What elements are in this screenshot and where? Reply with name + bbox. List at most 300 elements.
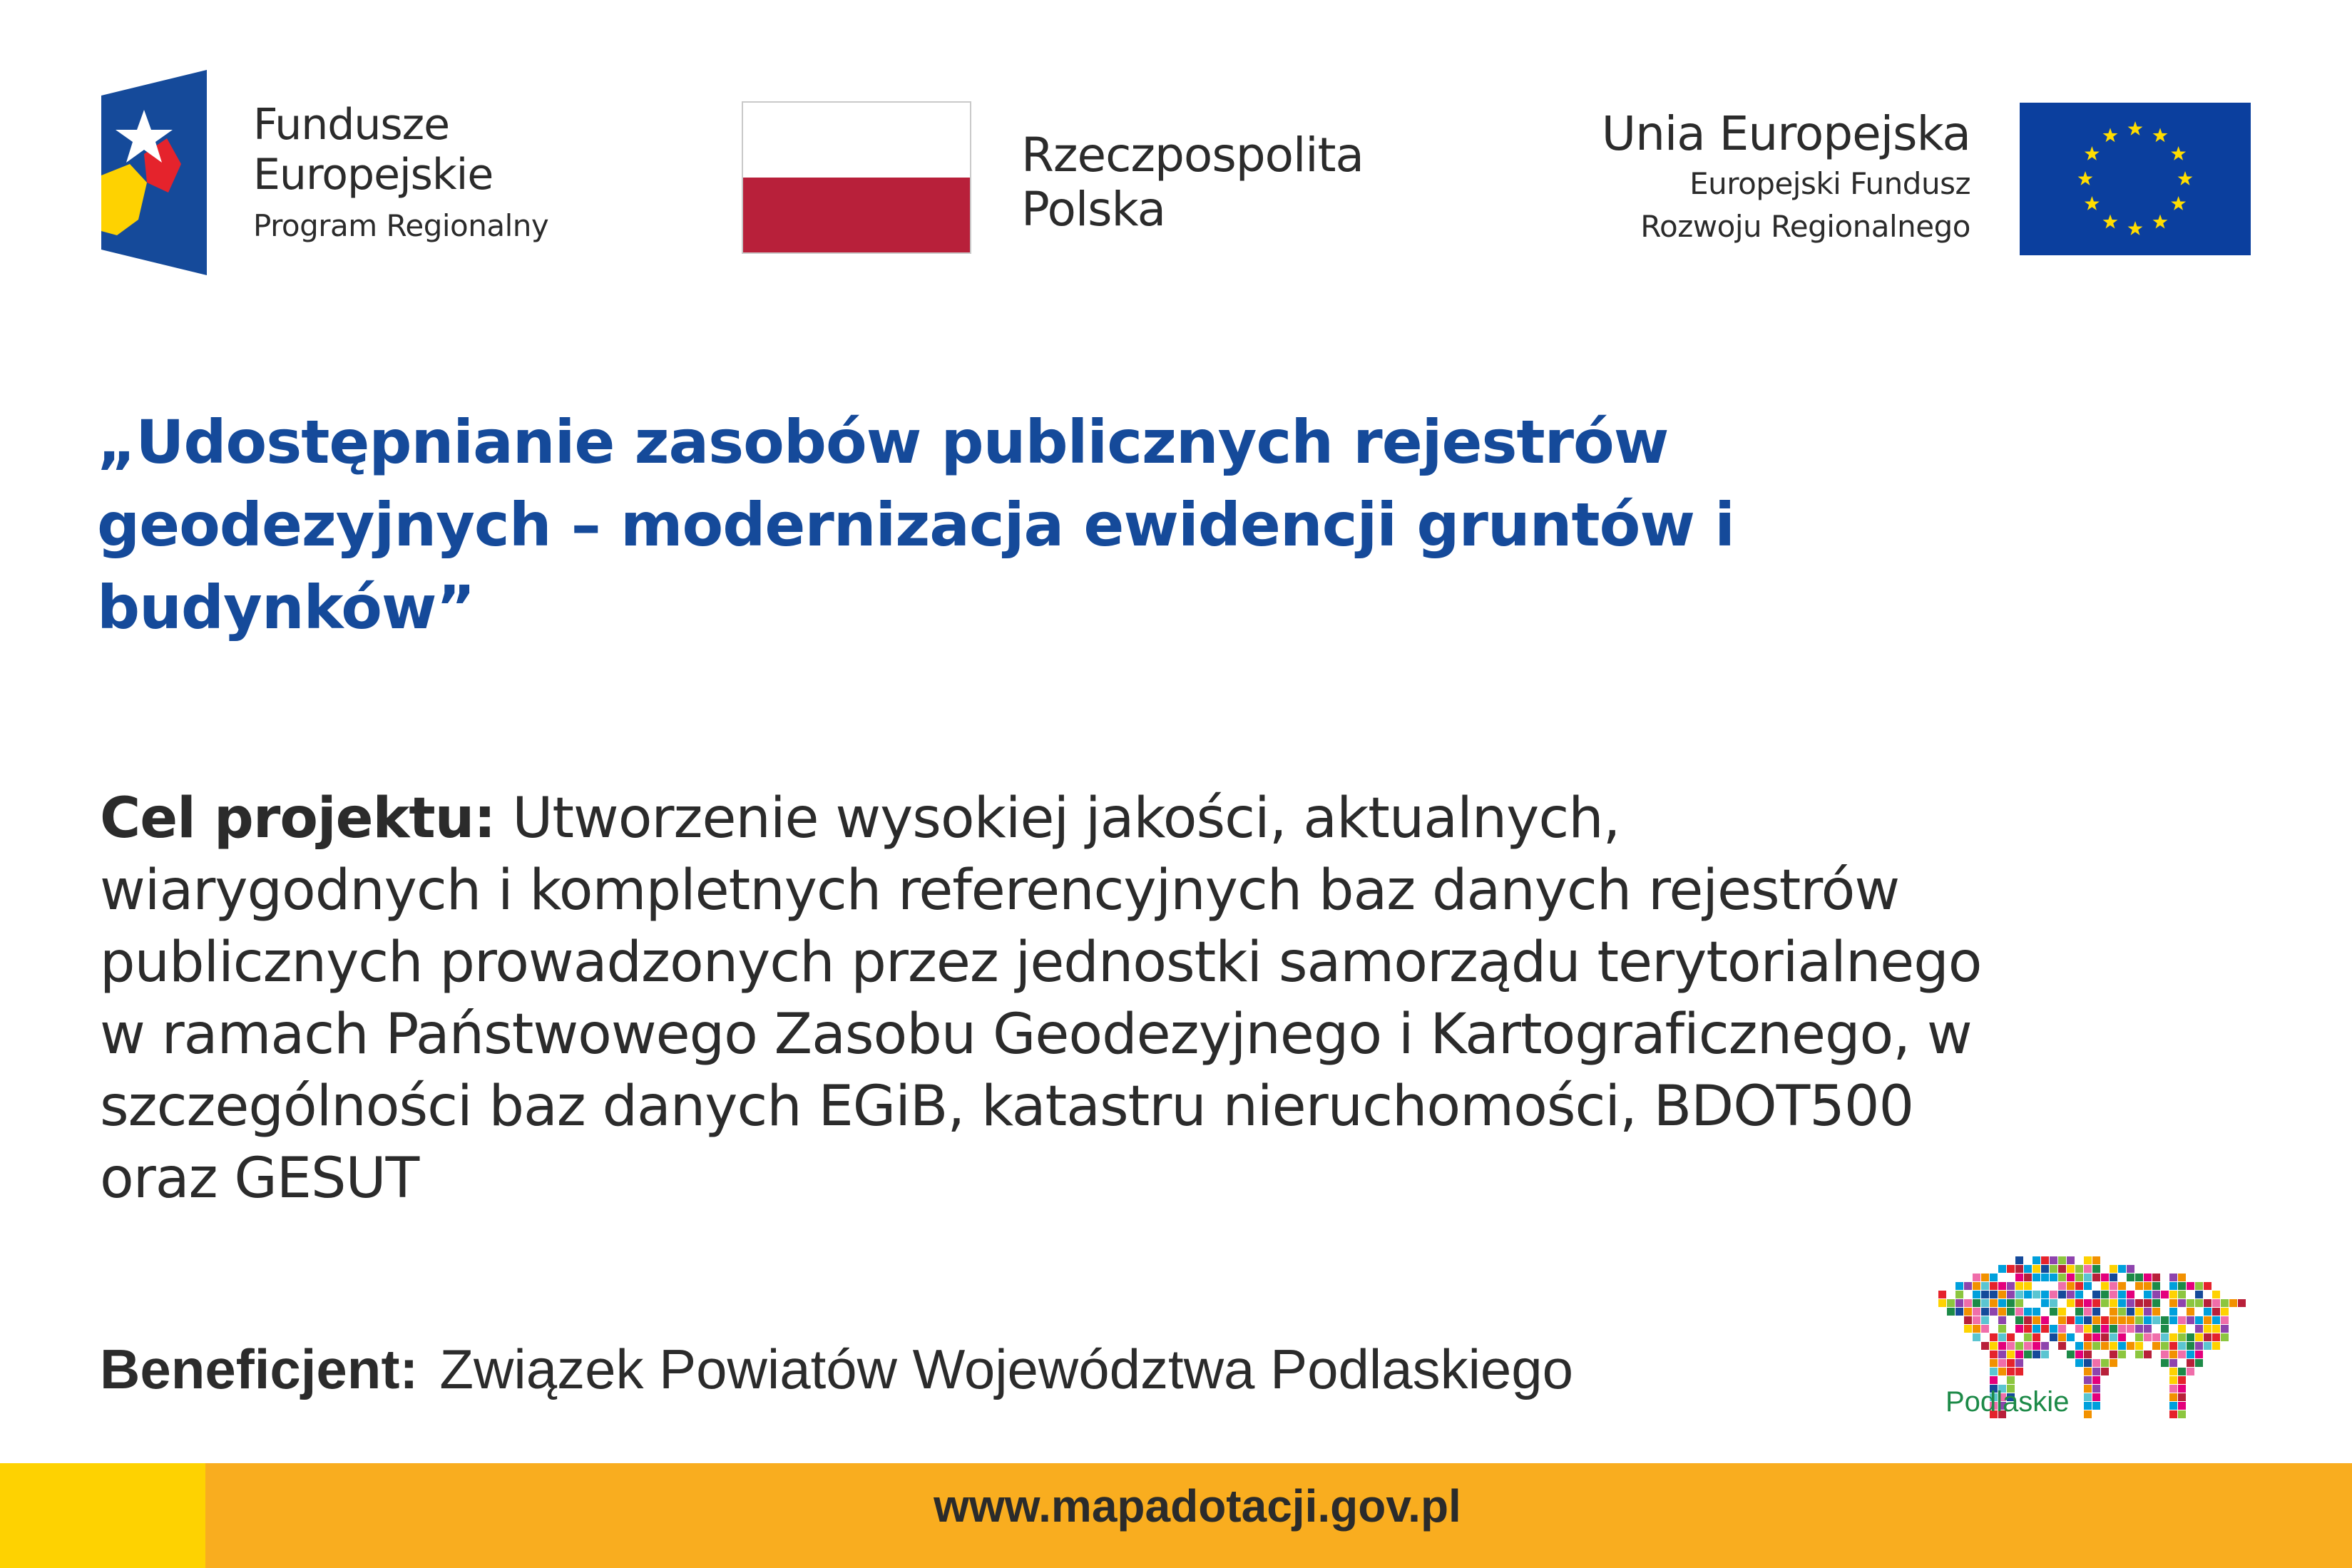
bison-pixel <box>2212 1342 2220 1350</box>
bison-pixel <box>1973 1274 1980 1281</box>
bison-pixel <box>2041 1325 2049 1333</box>
bison-pixel <box>2092 1385 2100 1393</box>
bison-pixel <box>1964 1316 1972 1324</box>
bison-pixel <box>2178 1368 2186 1375</box>
bison-pixel <box>1947 1308 1955 1316</box>
bison-pixel <box>2144 1274 2152 1281</box>
bison-pixel <box>2127 1265 2134 1273</box>
polish-flag-red <box>743 178 970 252</box>
bison-pixel <box>2169 1393 2177 1401</box>
bison-pixel <box>2024 1333 2032 1341</box>
bison-pixel <box>2075 1274 2083 1281</box>
bison-pixel <box>1955 1308 1963 1316</box>
bison-pixel <box>2092 1342 2100 1350</box>
bison-pixel <box>2024 1308 2032 1316</box>
polish-flag-white <box>743 103 970 178</box>
bison-pixel <box>2178 1274 2186 1281</box>
bison-pixel <box>1973 1282 1980 1290</box>
bison-pixel <box>2058 1291 2066 1298</box>
bison-pixel <box>2178 1376 2186 1384</box>
bison-pixel <box>2127 1342 2134 1350</box>
bison-pixel <box>2204 1308 2212 1316</box>
bison-pixel <box>1973 1308 1980 1316</box>
bison-pixel <box>1998 1291 2006 1298</box>
bison-pixel <box>2135 1308 2143 1316</box>
bison-pixel <box>2169 1359 2177 1367</box>
bison-pixel <box>2101 1316 2109 1324</box>
bison-pixel <box>2118 1316 2126 1324</box>
bison-pixel <box>1981 1291 1989 1298</box>
bison-pixel <box>1998 1282 2006 1290</box>
bison-pixel <box>2187 1359 2194 1367</box>
bison-pixel <box>2015 1308 2023 1316</box>
bison-pixel <box>2033 1291 2040 1298</box>
bison-pixel <box>2144 1291 2152 1298</box>
bison-pixel <box>2050 1325 2057 1333</box>
bison-pixel <box>1998 1368 2006 1375</box>
bison-pixel <box>2110 1359 2117 1367</box>
bison-pixel <box>2067 1299 2075 1307</box>
bison-pixel <box>2084 1282 2092 1290</box>
polska-line1: Rzeczpospolita <box>1021 128 1364 183</box>
bison-pixel <box>2144 1299 2152 1307</box>
bison-pixel <box>2118 1342 2126 1350</box>
bison-pixel <box>2152 1342 2160 1350</box>
bison-pixel <box>2144 1333 2152 1341</box>
bison-pixel <box>2033 1333 2040 1341</box>
bison-pixel <box>2024 1342 2032 1350</box>
bison-pixel <box>2084 1342 2092 1350</box>
bison-pixel <box>2041 1291 2049 1298</box>
bison-pixel <box>2135 1282 2143 1290</box>
bison-pixel <box>2015 1359 2023 1367</box>
bison-pixel <box>1990 1282 1998 1290</box>
bison-pixel <box>2187 1282 2194 1290</box>
bison-pixel <box>2033 1265 2040 1273</box>
bison-pixel <box>1981 1342 1989 1350</box>
bison-pixel <box>2084 1265 2092 1273</box>
project-title: „Udostępnianie zasobów publicznych rejestrów geodezyjnych – modernizacja ewidencji gruntów i budynków” <box>97 407 1734 642</box>
bison-pixel <box>2169 1342 2177 1350</box>
bison-pixel <box>2178 1342 2186 1350</box>
bison-pixel <box>2084 1410 2092 1418</box>
bison-pixel <box>1990 1291 1998 1298</box>
bison-pixel <box>2041 1316 2049 1324</box>
bison-pixel <box>2015 1265 2023 1273</box>
bison-pixel <box>2135 1333 2143 1341</box>
fundusze-line1: Fundusze <box>253 100 450 150</box>
bison-pixel <box>2152 1333 2160 1341</box>
bison-pixel <box>2135 1342 2143 1350</box>
bison-pixel <box>2067 1274 2075 1281</box>
bison-pixel <box>2101 1368 2109 1375</box>
bison-pixel <box>2178 1282 2186 1290</box>
bison-pixel <box>2084 1385 2092 1393</box>
bison-pixel <box>2015 1368 2023 1375</box>
bison-pixel <box>2092 1274 2100 1281</box>
bison-pixel <box>2169 1385 2177 1393</box>
bison-pixel <box>2135 1316 2143 1324</box>
bison-pixel <box>2110 1333 2117 1341</box>
unia-sub1: Europejski Fundusz <box>1689 166 1970 201</box>
bison-pixel <box>2075 1359 2083 1367</box>
bison-pixel <box>2101 1299 2109 1307</box>
bison-pixel <box>2169 1376 2177 1384</box>
bison-pixel <box>2101 1291 2109 1298</box>
bison-pixel <box>2110 1291 2117 1298</box>
bison-pixel <box>2058 1333 2066 1341</box>
footer-url-container <box>0 1463 2352 1568</box>
bison-pixel <box>2110 1325 2117 1333</box>
bison-pixel <box>2024 1316 2032 1324</box>
bison-pixel <box>2015 1256 2023 1264</box>
bison-pixel <box>2212 1291 2220 1298</box>
bison-pixel <box>2041 1265 2049 1273</box>
bison-pixel <box>2101 1282 2109 1290</box>
bison-pixel <box>2007 1342 2015 1350</box>
bison-pixel <box>1998 1351 2006 1358</box>
bison-pixel <box>1964 1308 1972 1316</box>
bison-pixel <box>2204 1325 2212 1333</box>
bison-pixel <box>2135 1274 2143 1281</box>
bison-pixel <box>1973 1316 1980 1324</box>
bison-pixel <box>2007 1291 2015 1298</box>
bison-pixel <box>1973 1299 1980 1307</box>
bison-pixel <box>2084 1256 2092 1264</box>
bison-pixel <box>2084 1316 2092 1324</box>
bison-pixel <box>2084 1393 2092 1401</box>
bison-pixel <box>2161 1359 2169 1367</box>
bison-pixel <box>2169 1402 2177 1410</box>
goal-label: Cel projektu: <box>100 786 496 851</box>
bison-pixel <box>2118 1325 2126 1333</box>
bison-pixel <box>2187 1299 2194 1307</box>
bison-pixel <box>2212 1308 2220 1316</box>
bison-pixel <box>2110 1316 2117 1324</box>
bison-pixel <box>2007 1299 2015 1307</box>
bison-pixel <box>2101 1342 2109 1350</box>
bison-pixel <box>2067 1282 2075 1290</box>
bison-pixel <box>2092 1376 2100 1384</box>
bison-pixel <box>2092 1368 2100 1375</box>
bison-pixel <box>1998 1265 2006 1273</box>
bison-pixel <box>2161 1291 2169 1298</box>
bison-pixel <box>1947 1299 1955 1307</box>
bison-pixel <box>2212 1316 2220 1324</box>
bison-pixel <box>1981 1308 1989 1316</box>
bison-pixel <box>2110 1299 2117 1307</box>
bison-pixel <box>2067 1291 2075 1298</box>
bison-pixel <box>2084 1376 2092 1384</box>
bison-pixel <box>1990 1342 1998 1350</box>
bison-pixel <box>1998 1333 2006 1341</box>
bison-pixel <box>2161 1351 2169 1358</box>
bison-pixel <box>2092 1393 2100 1401</box>
bison-pixel <box>2118 1265 2126 1273</box>
bison-pixel <box>2118 1291 2126 1298</box>
bison-pixel <box>2187 1368 2194 1375</box>
bison-pixel <box>2015 1291 2023 1298</box>
bison-pixel <box>2204 1342 2212 1350</box>
bison-pixel <box>1973 1333 1980 1341</box>
bison-pixel <box>2024 1282 2032 1290</box>
bison-pixel <box>2238 1299 2246 1307</box>
bison-pixel <box>2033 1256 2040 1264</box>
bison-pixel <box>2067 1316 2075 1324</box>
bison-pixel <box>2110 1308 2117 1316</box>
bison-pixel <box>1990 1333 1998 1341</box>
bison-pixel <box>2092 1256 2100 1264</box>
bison-pixel <box>2041 1274 2049 1281</box>
polish-flag-icon <box>742 101 971 254</box>
bison-pixel <box>2007 1265 2015 1273</box>
bison-pixel <box>2058 1282 2066 1290</box>
bison-pixel <box>2195 1282 2203 1290</box>
bison-pixel <box>2058 1325 2066 1333</box>
bison-pixel <box>1964 1282 1972 1290</box>
bison-pixel <box>2178 1402 2186 1410</box>
bison-pixel <box>2050 1333 2057 1341</box>
unia-sub2: Rozwoju Regionalnego <box>1640 209 1970 244</box>
bison-pixel <box>1990 1308 1998 1316</box>
bison-pixel <box>2212 1325 2220 1333</box>
bison-pixel <box>1981 1325 1989 1333</box>
bison-pixel <box>2110 1265 2117 1273</box>
bison-pixel <box>2101 1333 2109 1341</box>
bison-pixel <box>2221 1333 2229 1341</box>
bison-pixel <box>2169 1299 2177 1307</box>
bison-pixel <box>2050 1299 2057 1307</box>
fundusze-europejskie-text <box>253 100 548 252</box>
bison-pixel <box>2135 1299 2143 1307</box>
bison-pixel <box>1964 1325 1972 1333</box>
bison-pixel <box>2041 1299 2049 1307</box>
bison-pixel <box>2118 1282 2126 1290</box>
bison-pixel <box>2007 1308 2015 1316</box>
fundusze-line2: Europejskie <box>253 150 494 200</box>
bison-pixel <box>2178 1333 2186 1341</box>
bison-pixel <box>2187 1333 2194 1341</box>
bison-pixel <box>2084 1274 2092 1281</box>
bison-pixel <box>2169 1274 2177 1281</box>
bison-pixel <box>2161 1333 2169 1341</box>
footer-url-link[interactable]: www.mapadotacji.gov.pl <box>934 1480 1461 1532</box>
bison-pixel <box>2015 1325 2023 1333</box>
polska-line2: Polska <box>1021 182 1166 237</box>
bison-pixel <box>2144 1308 2152 1316</box>
bison-pixel <box>2092 1308 2100 1316</box>
bison-pixel <box>2067 1333 2075 1341</box>
bison-pixel <box>2007 1359 2015 1367</box>
bison-pixel <box>2015 1274 2023 1281</box>
bison-pixel <box>1938 1299 1946 1307</box>
bison-pixel <box>2195 1325 2203 1333</box>
bison-pixel <box>2024 1325 2032 1333</box>
beneficiary <box>100 1333 1573 1405</box>
bison-pixel <box>2024 1291 2032 1298</box>
bison-pixel <box>2127 1308 2134 1316</box>
fundusze-line3: Program Regionalny <box>253 208 549 243</box>
bison-pixel <box>2221 1308 2229 1316</box>
bison-pixel <box>2195 1316 2203 1324</box>
bison-pixel <box>2127 1325 2134 1333</box>
bison-pixel <box>2169 1351 2177 1358</box>
bison-pixel <box>1955 1291 1963 1298</box>
bison-pixel <box>2033 1351 2040 1358</box>
bison-pixel <box>2195 1351 2203 1358</box>
bison-pixel <box>2058 1316 2066 1324</box>
bison-pixel <box>2033 1274 2040 1281</box>
bison-pixel <box>2118 1351 2126 1358</box>
bison-pixel <box>1998 1342 2006 1350</box>
bison-pixel <box>2204 1282 2212 1290</box>
eu-flag-icon <box>2020 103 2251 255</box>
project-goal <box>100 783 2011 1215</box>
goal-text: Utworzenie wysokiej jakości, aktualnych, wiarygodnych i kompletnych referencyjnych baz danych rejestrów publicznych prowadzonych przez jednostki samorządu terytorialnego w ramach Państwowego Zasobu Geodezyjnego i Kartograficznego, w szczególności baz danych EGiB, katastru nieruchomości, BDOT500 oraz GESUT <box>100 786 1982 1211</box>
bison-pixel <box>2058 1265 2066 1273</box>
bison-pixel <box>2033 1325 2040 1333</box>
bison-pixel <box>2007 1351 2015 1358</box>
bison-pixel <box>2221 1325 2229 1333</box>
bison-pixel <box>1998 1316 2006 1324</box>
bison-pixel <box>2092 1299 2100 1307</box>
bison-pixel <box>1973 1325 1980 1333</box>
bison-pixel <box>2084 1299 2092 1307</box>
bison-pixel <box>2135 1351 2143 1358</box>
bison-pixel <box>2229 1299 2237 1307</box>
bison-pixel <box>2161 1325 2169 1333</box>
bison-pixel <box>2178 1291 2186 1298</box>
bison-pixel <box>2015 1316 2023 1324</box>
bison-pixel <box>2135 1325 2143 1333</box>
bison-pixel <box>2084 1351 2092 1358</box>
bison-pixel <box>2101 1359 2109 1367</box>
bison-pixel <box>2015 1351 2023 1358</box>
bison-pixel <box>2144 1325 2152 1333</box>
bison-pixel <box>1981 1274 1989 1281</box>
bison-pixel <box>2195 1291 2203 1298</box>
bison-pixel <box>2152 1308 2160 1316</box>
bison-pixel <box>2007 1282 2015 1290</box>
bison-pixel <box>2187 1308 2194 1316</box>
bison-pixel <box>2075 1282 2083 1290</box>
bison-pixel <box>2041 1351 2049 1358</box>
bison-pixel <box>2084 1325 2092 1333</box>
bison-pixel <box>1981 1282 1989 1290</box>
bison-pixel <box>2178 1410 2186 1418</box>
bison-pixel <box>2050 1291 2057 1298</box>
bison-pixel <box>2169 1291 2177 1298</box>
bison-pixel <box>2110 1342 2117 1350</box>
bison-pixel <box>2050 1308 2057 1316</box>
bison-pixel <box>2015 1342 2023 1350</box>
bison-pixel <box>2178 1385 2186 1393</box>
bison-pixel <box>1990 1359 1998 1367</box>
bison-pixel <box>2101 1325 2109 1333</box>
bison-pixel <box>2195 1299 2203 1307</box>
bison-pixel <box>2092 1316 2100 1324</box>
bison-pixel <box>2092 1325 2100 1333</box>
bison-pixel <box>1998 1325 2006 1333</box>
bison-pixel <box>2178 1325 2186 1333</box>
beneficiary-value: Związek Powiatów Województwa Podlaskiego <box>439 1338 1574 1400</box>
bison-pixel <box>1998 1359 2006 1367</box>
unia-title: Unia Europejska <box>1601 106 1970 161</box>
bison-pixel <box>2075 1325 2083 1333</box>
bison-pixel <box>2075 1316 2083 1324</box>
bison-pixel <box>2015 1299 2023 1307</box>
bison-pixel <box>2092 1402 2100 1410</box>
footer-bar <box>0 1463 2352 1568</box>
bison-pixel <box>2075 1291 2083 1298</box>
bison-pixel <box>2058 1342 2066 1350</box>
bison-pixel <box>2187 1342 2194 1350</box>
bison-pixel <box>2221 1316 2229 1324</box>
bison-pixel <box>2041 1256 2049 1264</box>
bison-pixel <box>2195 1333 2203 1341</box>
bison-pixel <box>2075 1351 2083 1358</box>
bison-pixel <box>2075 1342 2083 1350</box>
bison-pixel <box>1981 1316 1989 1324</box>
bison-pixel <box>2161 1316 2169 1324</box>
bison-pixel <box>1973 1291 1980 1298</box>
bison-pixel <box>2187 1351 2194 1358</box>
bison-pixel <box>1955 1299 1963 1307</box>
bison-pixel <box>2152 1282 2160 1290</box>
bison-pixel <box>2144 1282 2152 1290</box>
bison-pixel <box>2007 1368 2015 1375</box>
bison-pixel <box>2127 1274 2134 1281</box>
bison-pixel <box>2169 1368 2177 1375</box>
bison-pixel <box>2067 1351 2075 1358</box>
bison-pixel <box>2178 1299 2186 1307</box>
bison-pixel <box>2178 1316 2186 1324</box>
bison-pixel <box>2110 1282 2117 1290</box>
bison-pixel <box>2015 1282 2023 1290</box>
bison-pixel <box>2110 1351 2117 1358</box>
bison-pixel <box>2178 1393 2186 1401</box>
bison-pixel <box>1990 1299 1998 1307</box>
fundusze-europejskie-logo <box>101 70 207 275</box>
bison-pixel <box>2178 1351 2186 1358</box>
bison-pixel <box>2075 1308 2083 1316</box>
bison-pixel <box>2007 1333 2015 1341</box>
bison-pixel <box>2024 1265 2032 1273</box>
bison-pixel <box>2195 1359 2203 1367</box>
bison-pixel <box>1990 1376 1998 1384</box>
bison-pixel <box>2169 1410 2177 1418</box>
bison-pixel <box>2084 1333 2092 1341</box>
bison-pixel <box>2152 1274 2160 1281</box>
beneficiary-label: Beneficjent: <box>100 1338 419 1400</box>
bison-pixel <box>1990 1368 1998 1375</box>
podlaskie-label: Podlaskie <box>1945 1386 2070 1418</box>
bison-pixel <box>2058 1256 2066 1264</box>
bison-pixel <box>2092 1359 2100 1367</box>
bison-pixel <box>1990 1274 1998 1281</box>
bison-pixel <box>2221 1299 2229 1307</box>
bison-pixel <box>2127 1291 2134 1298</box>
bison-pixel <box>2067 1265 2075 1273</box>
bison-pixel <box>2084 1359 2092 1367</box>
bison-pixel <box>2110 1274 2117 1281</box>
bison-pixel <box>2152 1316 2160 1324</box>
bison-pixel <box>1964 1299 1972 1307</box>
bison-pixel <box>2033 1308 2040 1316</box>
bison-pixel <box>2101 1274 2109 1281</box>
bison-pixel <box>2092 1291 2100 1298</box>
bison-pixel <box>1955 1282 1963 1290</box>
